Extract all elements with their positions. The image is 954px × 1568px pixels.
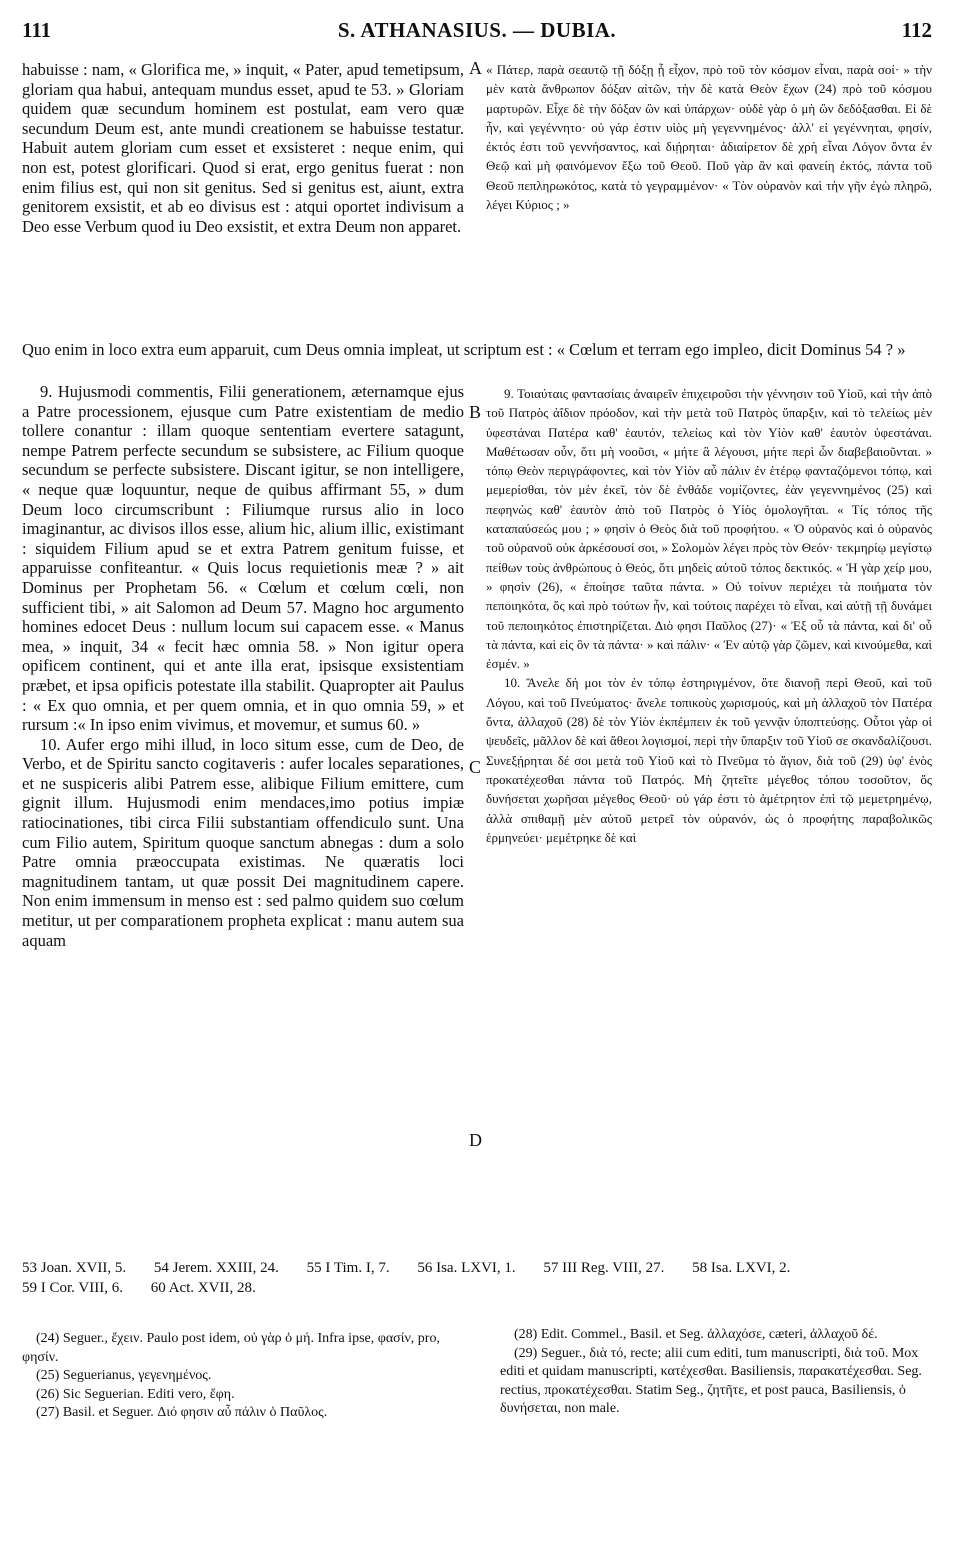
reference-55: 55 I Tim. I, 7. — [306, 1260, 390, 1276]
note-24: (24) Seguer., ἔχειν. Paulo post idem, οὐ γὰρ ὁ μή. Infra ipse, φασίν, pro, φησίν. — [22, 1331, 440, 1365]
latin-paragraph-8-end: habuisse : nam, « Glorifica me, » inquit, « Pater, apud temetipsum, gloriam qua habui, antequam mundus esset, apud te 53. » Gloriam quidem quæ secundum hominem est postulat, eam vero quæ secundum Deum est, ante mundi creationem se habuisse testatur. Habuit autem gloriam cum esset et exsisteret : neque enim, qui non est, potest glorificari. Quod si erat, ergo genitus fuerat : non enim filius est, qui non sit genitus. Sed si genitus est, aiunt, extra genitorem exsistit, et ab eo divisus est : atqui oportet indivisum a Deo esse Verbum quod iu Deo exsistit, et extra Deum non apparet. — [22, 60, 464, 236]
reference-58: 58 Isa. LXVI, 2. — [692, 1260, 791, 1276]
latin-column-top — [22, 60, 464, 236]
note-29: (29) Seguer., διὰ τό, recte; alii cum editi, tum manuscripti, διὰ τοῦ. Mox editi et quidam manuscripti, κατέχεσθαι. Basiliensis, παρακατέχεσθαι. Seg. rectius, προκατέχεσθαι. Statim Seg., ζητῆτε, et post pauca, Basiliensis, ὁ δυνήσεται, non male. — [500, 1345, 922, 1416]
greek-paragraph-9: 9. Τοιαύταις φαντασίαις ἀναιρεῖν ἐπιχειροῦσι τὴν γέννησιν τοῦ Υἱοῦ, καὶ τὴν ἀπὸ τοῦ Πατρὸς ἀΐδιον πρόοδον, καὶ τὴν μετὰ τοῦ Πατρὸς ὕπαρξιν, καὶ τὸ τελείως μὲν ὑφεστάναι Πατέρα καθ' ἑαυτόν, τελείως καὶ τὸν Υἱὸν καθ' ἑαυτὸν ὑφεστάναι. Μαθέτωσαν οὖν, ὅτι μὴ νοοῦσι, « μήτε ἃ λέγουσι, μήτε περὶ ὧν διαβεβαιοῦνται. » τόπῳ Θεὸν περιγράφοντες, καὶ τὸν Υἱὸν αὖ πάλιν ἐν ἑτέρῳ φανταζόμενοι τόπῳ, καὶ μεμερίσθαι, τὸν μὲν ἐκεῖ, τὸν δὲ ἐνθάδε νομίζοντες, ἐὰν γεγεννημένος (25) καὶ πεφηνὼς καθ' ἑαυτὸν ἀπὸ τοῦ Πατρὸς ὁ Υἱὸς ὁμολογῆται. « Τίς τόπος τῆς καταπαύσεώς μου ; » φησὶν ὁ Θεὸς διὰ τοῦ προφήτου. « Ὁ οὐρανὸς καὶ ὁ οὐρανὸς τοῦ οὐρανοῦ οὐκ ἀρκέσουσί σοι, » Σολομὼν λέγει πρὸς τὸν Θεόν· τεκμηρίῳ μεγίστῳ πείθων τοὺς ἀνθρώπους ὁ Θεός, ὅτι μηδεὶς αὐτοῦ τόπος δεκτικός. « Ἡ γὰρ χείρ μου, » φησὶν (26), « ἐποίησε ταῦτα πάντα. » Οὐ τοίνυν περιέχει τὰ ποιήματα τὸν πεποιηκότα, ὅς καὶ πρὸ τούτων ἦν, καὶ τούτοις παρέχει τὸ εἶναι, καὶ αὐτῇ τῇ δυνάμει τοῦ πεποιηκότος ἐπιστηρίζεται. Διὸ φησι Παῦλος (27)· « Ἐξ οὗ τὰ πάντα, καὶ δι' οὗ τὰ πάντα, καὶ εἰς ὃν τὰ πάντα· » καὶ πάλιν· « Ἐν αὐτῷ γὰρ ζῶμεν, καὶ κινούμεθα, καὶ ἐσμέν. » — [486, 386, 932, 672]
greek-paragraph-8-end: « Πάτερ, παρὰ σεαυτῷ τῇ δόξῃ ᾗ εἶχον, πρὸ τοῦ τὸν κόσμον εἶναι, παρὰ σοί· » τὴν μὲν κατὰ ἄνθρωπον δόξαν αἰτῶν, τὴν δὲ κατὰ Θεὸν ἔχων (24) πρὸ τοῦ κόσμου μαρτυρῶν. Εἶχε δὲ τὴν δόξαν ὢν καὶ ὑπάρχων· οὐδὲ γὰρ ὁ μὴ ὢν δεδόξασθαι. Εἰ δὲ ἦν, καὶ γεγέννητο· οὐ γάρ ἐστιν υἱὸς μὴ γεγεννημένος· ἀλλ' εἰ γεγέννηται, φησίν, ἐκτός ἐστι τοῦ γεννήσαντος, καὶ διῄρηται· ἀδιαίρετον δὲ χρὴ εἶναι Λόγον ὄντα ἐν Θεῷ καὶ μὴ φαινόμενον ἔξω τοῦ Θεοῦ. Ποῦ γὰρ ἂν καὶ φανείη ἐκτός, πάντα τοῦ Θεοῦ πεπληρωκότος, κατὰ τὸ γεγραμμένον· « Τὸν οὐρανὸν καὶ τὴν γῆν ἐγὼ πληρῶ, λέγει Κύριος ; » — [486, 62, 932, 213]
page-number-left: 111 — [22, 18, 52, 42]
scripture-references — [22, 1258, 934, 1298]
greek-column-main — [486, 384, 932, 847]
greek-column-top — [486, 60, 932, 214]
critical-notes-left — [22, 1330, 470, 1423]
reference-57: 57 III Reg. VIII, 27. — [543, 1260, 665, 1276]
latin-paragraph-9: 9. Hujusmodi commentis, Filii generationem, æternamque ejus a Patre processionem, ejusque cum Patre existentiam de medio tollere conantur : illam quoque sententiam evertere satagunt, nempe Patrem perfecte secundum se subsistere, ac Filium quoque secundum se perfecte subsistere. Discant igitur, se non intelligere, « neque quæ loquuntur, neque de quibus affirmant 55, » dum Deum loco circumscribunt : Filiumque rursus alio in loco imaginantur, ac divisos illos esse, alium hic, alium illic, existimant : siquidem Filium apud se et extra Patrem genitum fuisse, et apparuisse confiteantur. « Quis locus requietionis meæ ? » ait Dominus per Prophetam 56. « Cœlum et cœlum cœli, non sufficient tibi, » ait Salomon ad Deum 57. Magno hoc argumento homines edocet Deus : nullum locum sui capacem esse. « Manus mea, » inquit, 34 « fecit hæc omnia 58. » Non igitur opera opificem continent, qui et ante illa erat, ipsisque exsistentiam præbet, et ipsa opificis potestate illa stabilit. Quapropter ait Paulus : « Ex quo omnia, et per quem omnia, et in quo omnia 59, » et rursum :« In ipso enim vivimus, et movemur, et sumus 60. » — [22, 382, 464, 735]
note-25: (25) Seguerianus, γεγενημένος. — [36, 1368, 212, 1383]
margin-marker-d: D — [469, 1130, 482, 1150]
note-28: (28) Edit. Commel., Basil. et Seg. ἀλλαχόσε, cæteri, ἀλλαχοῦ δέ. — [514, 1327, 878, 1342]
running-title: S. ATHANASIUS. — DUBIA. — [337, 18, 617, 42]
margin-marker-c: C — [469, 757, 482, 777]
note-26: (26) Sic Seguerian. Editi vero, ἔφη. — [36, 1386, 235, 1402]
note-27: (27) Basil. et Seguer. Διό φησιν αὖ πάλιν ὁ Παῦλος. — [36, 1405, 328, 1420]
reference-54: 54 Jerem. XXIII, 24. — [153, 1260, 279, 1276]
reference-59: 59 I Cor. VIII, 6. — [22, 1280, 123, 1296]
reference-60: 60 Act. XVII, 28. — [150, 1280, 256, 1296]
latin-column-main — [22, 382, 464, 950]
margin-marker-a: A — [469, 58, 482, 78]
latin-fullwidth-continuation: Quo enim in loco extra eum apparuit, cum Deus omnia impleat, ut scriptum est : « Cœlum et terram ego impleo, dicit Dominus 54 ? » — [22, 340, 906, 359]
page-number-right: 112 — [901, 18, 932, 42]
reference-56: 56 Isa. LXVI, 1. — [417, 1260, 516, 1276]
margin-marker-b: B — [469, 402, 482, 422]
reference-53: 53 Joan. XVII, 5. — [22, 1260, 127, 1276]
page-header — [22, 14, 932, 48]
latin-paragraph-10: 10. Aufer ergo mihi illud, in loco situm esse, cum de Deo, de Verbo, et de Spiritu sancto cogitaveris : aufer locales separationes, et ne suspiceris alibi Patrem esse, alibique Filium emittere, cum gignit illum. Hujusmodi enim mendaces,imo potius impiæ ratiocinationes, tibi circa Filii substantiam offendiculo sunt. Una cum Filio autem, Spiritum quoque sanctum abnegas : dum a solo Patre omnia præoccupata existimas. Ne quæratis loci magnitudinem tantam, ut quæ possit Dei magnitudinem capere. Non enim immensum in menso est : sed palmo quidem suo cœlum metitur, ut per comparationem propheta explicat : manu autem sua aquam — [22, 734, 464, 950]
critical-notes-right — [500, 1326, 934, 1419]
greek-paragraph-10: 10. Ἄνελε δή μοι τὸν ἐν τόπῳ ἐστηριγμένον, ὅτε διανοῇ περὶ Θεοῦ, καὶ τοῦ Λόγου, καὶ τοῦ Πνεύματος· ἄνελε τοπικοὺς χωρισμούς, καὶ μὴ ἀλλαχοῦ τὸν Πατέρα ὄντα, ἀλλαχοῦ (28) δὲ τὸν Υἱὸν ἐκπέμπειν ἐκ τοῦ γεννᾷν ὑποπτεύσῃς. Οὗτοι γὰρ οἱ ψευδεῖς, μᾶλλον δὲ καὶ ἄθεοι λογισμοί, περὶ τὴν ὕπαρξιν τοῦ Υἱοῦ σε σκανδαλίζουσι. Συνεξῄρηται δέ σοι μετὰ τοῦ Υἱοῦ καὶ τὸ Πνεῦμα τὸ ἅγιον, διὰ τοῦ (29) ὑφ' ἑνὸς προκατέχεσθαι πάντα τοῦ Πατρός. Μὴ ζητεῖτε μέγεθος τόπου τοσοῦτον, ὅς δυνήσεται χωρῆσαι μέγεθος Θεοῦ· οὐ γάρ ἐστι τὸ ἀμέτρητον ἐπὶ τῷ μεμετρημένῳ, ἀλλὰ σπιθαμῇ μὲν αὐτοῦ μετρεῖ τὸν οὐρανόν, ὡς ὁ προφήτης παραβολικῶς ἑρμηνεύει· μεμέτρηκε δὲ καὶ — [486, 675, 932, 845]
